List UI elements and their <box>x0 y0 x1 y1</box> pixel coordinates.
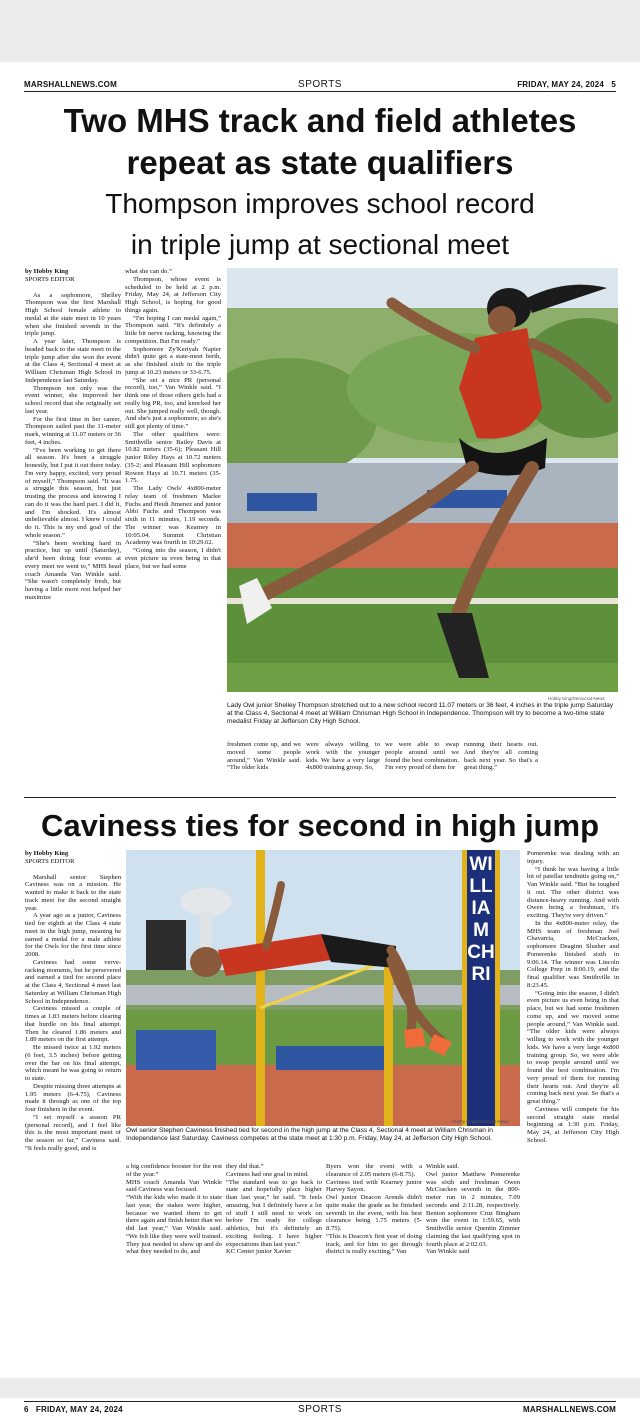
story2-paragraph: Marshall senior Stephen Caviness was on a mission. He wanted to make it back to the state track meet for the second straight year. <box>25 873 121 912</box>
story2-paragraph: A year ago as a junior, Caviness tied for eighth at the Class 4 state meet in the high jump, meaning he earned a medal for a male athlete for the Owls for the first time since 2008. <box>25 912 121 958</box>
story1-byline: by Hobby King <box>25 268 69 275</box>
high-jump-illustration <box>126 850 520 1126</box>
story1-paragraph: Sophomore Zy'Keriyah Napier didn't quite get a state-meet berth, as she finished sixth in the triple jump at 10.23 meters or 33-6.75. <box>125 345 221 376</box>
footer-rule <box>24 1401 616 1402</box>
story1-paragraph: “She set a nice PR (personal record), too,” Van Winkle said. “I think one of those others girls had a really big PR, too, and knocked her out. She jumped really well, though. And she's just a sophomore, so she's still got plenty of time.” <box>125 376 221 430</box>
story2-bottom-column: Byers won the event with a clearance of 2.05 meters (6-8.75). Caviness tied with Kearney junior Harvey Sayon. Owl junior Deacon Arends didn't quite make the grade as he finished seventh in the event, with his best clearance being 1.75 meters (5-8.75). “This is Deacon's first year of doing track, and for him to get through district is really exciting,” Van <box>326 1163 422 1256</box>
header-section: SPORTS <box>298 79 342 90</box>
story2-column-1 <box>25 850 121 1328</box>
story1-column-1 <box>25 268 121 776</box>
story2-paragraph: Caviness will compete for his second straight state medal beginning at 1:30 p.m. Friday, May 24, at Jefferson City High School. <box>527 1105 619 1144</box>
story1-paragraph: The other qualifiers were: Smithville senior Bailey Davis at 10.82 meters (35-6); Pleasant Hill junior Riley Hays at 10.72 meters (35-2; and Pleasant Hill sophomore Rowen Hays at 10.71 meters (35-1.75. <box>125 430 221 485</box>
story2-paragraph: Pomerenke was dealing with an injury. <box>527 850 619 865</box>
story2-paragraph: Caviness missed a couple of times at 1.83 meters before clearing that hurdle on his final attempt. Then he cleared 1.86 meters and 1.89 meters on the first attempt. <box>25 1005 121 1044</box>
story1-paragraph: The Lady Owls' 4x800-meter relay team of freshmen Marlee Fuchs and Heidi Jimenez and junior Abbi Fuchs and Thompson was sixth in 11 minutes, 1.19 seconds. The winner was Kearney in 10:05.04. Summit Christian Academy was fourth in 10:29.62. <box>125 485 221 547</box>
story1-paragraph: Thompson not only was the event winner, she improved her school record that she originally set last year. <box>25 384 121 415</box>
story2-bottom-column: Winkle said. Owl junior Matthew Pomerenke was sixth and freshman Owen McCracken seventh in the 800-meter run in 2 minutes, 7.09 seconds and 2:11.28, respectively. Benton sophomore Cruz Bingham won the event in 1:59.65, with Smithville senior Quentin Zimmer claiming the last qualifying spot in fourth place at 2:02.03. Van Winkle said <box>426 1163 520 1256</box>
header-date-page: FRIDAY, MAY 24, 2024 5 <box>517 80 616 89</box>
story1-bottom-column: freshmen come up, and we moved some people around,” Van Winkle said. “The older kids <box>227 741 301 772</box>
story1-paragraph: “I'm hoping I can medal again,” Thompson said. “It's definitely a little bit nerve racking, knowing the competition. But I'm ready.” <box>125 314 221 345</box>
story2-paragraph: Despite missing three attempts at 1.95 meters (6-4.75), Caviness made it through as one of the top four finishers in the event. <box>25 1082 121 1113</box>
story2-headline: Caviness ties for second in high jump <box>40 808 600 843</box>
top-page-gap <box>0 0 640 62</box>
story2-paragraph: In the 4x800-meter relay, the MHS team of freshman Joel Chavarria, McCracken, sophomore Deaginn Slusher and Pomerenke finished sixth in 9:06.14. The winner was Lincoln College Prep in 8:00.19, and the final qualifier was Smithville in 8:23.45. <box>527 919 619 989</box>
story1-bottom-column: we were able to swap people around until we found the best combination. I'm very proud of them for <box>385 741 459 772</box>
footer-site: MARSHALLNEWS.COM <box>523 1405 616 1414</box>
story1-paragraph: A year later, Thompson is headed back to the state meet in the triple jump after she won the event at the Class 4, Sectional 4 meet at William Chrisman High School in Independence last Saturday. <box>25 338 121 384</box>
triple-jump-photo <box>227 268 618 692</box>
footer-section: SPORTS <box>298 1404 342 1415</box>
story1-column-2 <box>125 268 221 776</box>
story1-photo-credit: Hobby King/Democrat-News <box>548 696 605 701</box>
story1-headline-line1: Two MHS track and field athletes <box>63 102 577 139</box>
story2-right-column <box>527 850 619 1328</box>
bottom-page-gap <box>0 1378 640 1398</box>
story1-paragraph: For the first time in her career, Thompson sailed past the 11-meter mark, winning at 11.07 meters or 36 feet, 4 inches. <box>25 415 121 446</box>
story2-photo-credit: Hobby King/Democrat-News <box>452 1119 509 1124</box>
story2-photo-caption: Owl senior Stephen Caviness finished tied for second in the high jump at the Class 4, Sectional 4 meet at William Chrisman in Independence last Saturday. Caviness competes at the state meet at 1:30 p.m. Friday, May 24, at Jefferson City High School. <box>126 1127 493 1142</box>
story1-bottom-column: running their hearts out. And they're all coming back next year. So that's a great thing.” <box>464 741 538 772</box>
story2-byline-title: SPORTS EDITOR <box>25 857 75 865</box>
story2-paragraph: He missed twice at 1.92 meters (6 feet, 3.5 inches) before getting over the bar on his final attempt, which meant he was going to return to state. <box>25 1044 121 1082</box>
story1-paragraph: Thompson, whose event is scheduled to be held at 2 p.m. Friday, May 24, at Jefferson City High School, is hoping for good things again. <box>125 275 221 314</box>
story2-paragraph: Caviness had some verve-racking moments, but he persevered and earned a tied for second place at the Class 4, Sectional 4 meet last Saturday at William Chrisman High School in Independence. <box>25 958 121 1005</box>
story1-paragraph: “Going into the season, I didn't even picture us even being in that place, but we had some <box>125 547 221 570</box>
story1-deck-line1: Thompson improves school record <box>105 188 535 219</box>
story1-photo-caption: Lady Owl junior Shelley Thompson stretched out to a new school record 11.07 meters or 36 feet, 4 inches in the triple jump Saturday at the Class 4, Sectional 4 meet at William Chrisman High School in Independence. Thompson will try to become a two-time state medalist Friday at Jefferson City High School. <box>227 702 614 725</box>
header-rule <box>24 91 616 92</box>
story2-bottom-column: a big confidence booster for the rest of the year.” MHS coach Amanda Van Winkle said Caviness was focused. “With the kids who made it to state last year, the stakes were higher, because we wanted them to get there again and finish better than we did last year,” Van Winkle said. “We felt like they were well trained. They just needed to show up and do what they needed to do, and <box>126 1163 222 1256</box>
story1-headline-line2: repeat as state qualifiers <box>126 144 514 181</box>
story2-paragraph: “I set myself a season PR (personal record), and I feel like this is the most important meet of the season so far,” Caviness said. “It feels really good, and is <box>25 1113 121 1152</box>
story2-paragraph: “I think he was having a little bit of patellar tendinitis going on,” Van Winkle said. “But he toughed it out. The other district was distance-heavy running. And with Owen being a freshman, it's exciting. They're very driven.” <box>527 865 619 919</box>
story1-deck-line2: in triple jump at sectional meet <box>130 229 510 260</box>
triple-jump-illustration <box>227 268 618 692</box>
high-jump-photo <box>126 850 520 1126</box>
stadium-banner-lettering: WILLIAM CHRI <box>467 854 495 985</box>
story1-paragraph: “I've been working to get there all season. It's been a struggle honestly, but I put it out there today. I'm very happy, excited; very proud of myself,” Thompson said. “It was a struggle this season, but just trusting the process and knowing I can do it was the hard part. I did it, and I'm shocked. It's almost unbelievable almost. I knew I could do it. This is my end goal of the whole season.” <box>25 446 121 539</box>
story1-paragraph: As a sophomore, Shelley Thompson was the first Marshall High School female athlete to medal at the state meet in 10 years when she finished seventh in the triple jump. <box>25 291 121 338</box>
story2-paragraph: “Going into the season, I didn't even picture us even being in that place, but we had some freshmen come up, and we moved some people around,” Van Winkle said. “The older kids were always willing to work with the younger kids. We have a very large 4x800 training group. So, we were able to swap people around until we found the best combination. I'm very proud of them for running their hearts out. And they're all coming back next year. So that's a great thing.” <box>527 989 619 1105</box>
footer-page-date: 6 FRIDAY, MAY 24, 2024 <box>24 1405 123 1414</box>
story1-paragraph: “She's been working hard in practice, but up until (Saturday), she'd been doing four events at every meet we went to,” MHS head coach Amanda Van Winkle said. “She wasn't completely fresh, but having a little more rest helped her maximize <box>25 539 121 601</box>
story-divider <box>24 797 616 798</box>
story1-bottom-column: were always willing to work with the younger kids. We have a very large 4x800 training group. So, <box>306 741 380 772</box>
story2-bottom-column: they did that.” Caviness had one goal in mind. “The standard was to go back to state and hopefully place higher than last year,” he said. “It feels amazing, but I definitely have a lot of stuff I still need to work on before I'm ready for college athletics, but it's definitely an exciting feeling. I have higher expectations than last year.” KC Center junior Xavier <box>226 1163 322 1256</box>
story1-paragraph: what she can do.” <box>125 268 172 275</box>
header-site: MARSHALLNEWS.COM <box>24 80 117 89</box>
story1-byline-title: SPORTS EDITOR <box>25 275 75 283</box>
story2-byline: by Hobby King <box>25 850 69 857</box>
